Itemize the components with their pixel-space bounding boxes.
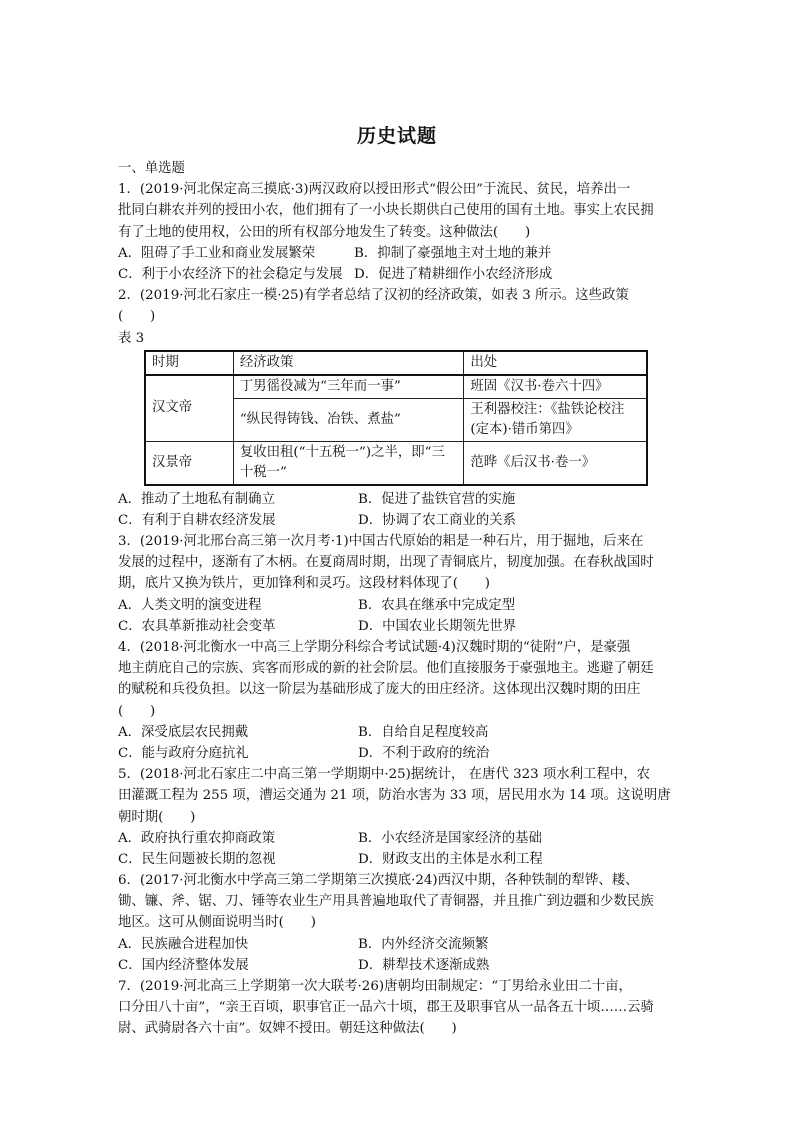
option-row <box>118 743 678 764</box>
option-a[interactable]: A．政府执行重农抑商政策 <box>118 830 275 846</box>
option-c[interactable]: C．有利于自耕农经济发展 <box>118 512 276 528</box>
option-a[interactable]: A．民族融合进程加快 <box>118 936 249 952</box>
table-header-cell: 经济政策 <box>233 351 464 375</box>
question-list <box>118 158 678 1040</box>
question-text-line: 6．(2017·河北衡水中学高三第二学期第三次摸底·24)西汉中期，各种铁制的犁铧、耧、 <box>118 873 639 889</box>
question-1 <box>118 179 678 285</box>
option-a[interactable]: A．阻碍了手工业和商业发展繁荣 <box>118 245 316 261</box>
table-cell-source: 王利器校注：《盐铁论校注(定本)·错币第四》 <box>464 398 647 441</box>
question-text-line: 5．(2018·河北石家庄二中高三第一学期期中·25)据统计， 在唐代 323 项水利工程中，农 <box>118 767 651 783</box>
table-header-cell: 出处 <box>464 351 647 375</box>
option-row <box>118 595 678 616</box>
question-7 <box>118 976 678 1040</box>
option-row <box>118 616 678 637</box>
table-cell-policy: 丁男徭役减为“三年而一事” <box>233 375 464 399</box>
option-row <box>118 934 678 955</box>
table-cell-policy: “纵民得铸钱、冶铁、煮盐” <box>233 398 464 441</box>
question-text-line: 2．(2019·河北石家庄一模·25)有学者总结了汉初的经济政策，如表 3 所示。这些政策 <box>118 288 629 304</box>
question-text-line: 有了土地的使用权，公田的所有权部分地发生了转变。这种做法( ) <box>118 224 531 240</box>
table-caption: 表 3 <box>118 330 145 346</box>
question-text-line: 1．(2019·河北保定高三摸底·3)两汉政府以授田形式“假公田”于流民、贫民，培养出一 <box>118 182 631 198</box>
option-c[interactable]: C．民生问题被长期的忽视 <box>118 851 276 867</box>
question-text-line: ( ) <box>118 703 156 719</box>
option-d[interactable]: D．耕犁技术逐渐成熟 <box>358 957 490 973</box>
table-header-row <box>145 351 647 375</box>
option-row <box>118 510 678 531</box>
question-5 <box>118 764 678 870</box>
option-row <box>118 264 678 285</box>
section-heading: 一、单选题 <box>118 161 185 176</box>
option-b[interactable]: B．自给自足程度较高 <box>358 724 489 740</box>
option-c[interactable]: C．农具革新推动社会变革 <box>118 618 276 634</box>
option-row <box>118 243 678 264</box>
option-d[interactable]: D．协调了农工商业的关系 <box>358 512 517 528</box>
table-row <box>145 441 647 485</box>
option-c[interactable]: C．国内经济整体发展 <box>118 957 249 973</box>
option-d[interactable]: D．财政支出的主体是水利工程 <box>358 851 543 867</box>
option-row <box>118 955 678 976</box>
question-text-line: 3．(2019·河北邢台高三第一次月考·1)中国古代原始的耜是一种石片，用于掘地，后来在 <box>118 534 644 550</box>
page-title: 历史试题 <box>356 125 437 147</box>
question-text-line: 地主荫庇自己的宗族、宾客而形成的新的社会阶层。他们直接服务于豪强地主。逃避了朝廷 <box>118 661 654 677</box>
option-b[interactable]: B．农具在继承中完成定型 <box>358 597 516 613</box>
question-text-line: 7．(2019·河北高三上学期第一次大联考·26)唐朝均田制规定：“丁男给永业田二十亩， <box>118 979 632 994</box>
question-text-line: 地区。这可从侧面说明当时( ) <box>118 915 316 931</box>
table-cell-source: 范晔《后汉书·卷一》 <box>464 441 647 485</box>
question-4 <box>118 637 678 764</box>
policy-table <box>144 350 648 486</box>
option-row <box>118 722 678 743</box>
question-text-line: 期，底片又换为铁片，更加锋利和灵巧。这段材料体现了( ) <box>118 576 490 592</box>
option-b[interactable]: B．抑制了豪强地主对土地的兼并 <box>354 245 552 261</box>
table-cell-policy: 复收田租(“十五税一”)之半，即“三十税一” <box>233 441 464 485</box>
option-a[interactable]: A．人类文明的演变进程 <box>118 597 262 613</box>
question-3 <box>118 531 678 637</box>
table-row <box>145 375 647 399</box>
question-text-line: 发展的过程中，逐渐有了木柄。在夏商周时期，出现了青铜底片，韧度加强。在春秋战国时 <box>118 555 654 571</box>
question-text-line: 尉、武骑尉各六十亩”。奴婢不授田。朝廷这种做法( ) <box>118 1021 457 1037</box>
table-cell-source: 班固《汉书·卷六十四》 <box>464 375 647 399</box>
question-text-line: 的赋税和兵役负担。以这一阶层为基础形成了庞大的田庄经济。这体现出汉魏时期的田庄 <box>118 682 641 698</box>
question-text-line: 锄、镰、斧、锯、刀、锤等农业生产用具普遍地取代了青铜器，并且推广到边疆和少数民族 <box>118 894 654 910</box>
question-text-line: 朝时期( ) <box>118 809 196 825</box>
option-a[interactable]: A．深受底层农民拥戴 <box>118 724 249 740</box>
question-6 <box>118 870 678 976</box>
option-b[interactable]: B．促进了盐铁官营的实施 <box>358 491 516 507</box>
option-row <box>118 828 678 849</box>
option-b[interactable]: B．小农经济是国家经济的基础 <box>358 830 542 846</box>
question-text-line: 4．(2018·河北衡水一中高三上学期分科综合考试试题·4)汉魏时期的“徒附”户，是豪强 <box>118 640 631 655</box>
table-cell-period: 汉景帝 <box>145 441 233 485</box>
option-row <box>118 849 678 870</box>
question-2 <box>118 285 678 531</box>
table-cell-period: 汉文帝 <box>145 375 233 442</box>
option-row <box>118 489 678 510</box>
question-text-line: 口分田八十亩”，“亲王百顷，职事官正一品六十顷，郡王及职事官从一品各五十顷……云骑 <box>118 1000 654 1016</box>
option-d[interactable]: D．促进了精耕细作小农经济形成 <box>354 266 553 282</box>
option-d[interactable]: D．不利于政府的统治 <box>358 745 490 761</box>
option-c[interactable]: C．能与政府分庭抗礼 <box>118 745 249 761</box>
option-a[interactable]: A．推动了土地私有制确立 <box>118 491 275 507</box>
question-text-line: 田灌溉工程为 255 项，漕运交通为 21 项，防治水害为 33 项，居民用水为 14 项。这说明唐 <box>118 788 671 804</box>
option-d[interactable]: D．中国农业长期领先世界 <box>358 618 517 634</box>
option-c[interactable]: C．利于小农经济下的社会稳定与发展 <box>118 266 343 282</box>
question-text-line: 批同白耕农并列的授田小农，他们拥有了一小块长期供白己使用的国有土地。事实上农民拥 <box>118 203 654 219</box>
table-header-cell: 时期 <box>145 351 233 375</box>
question-text-line: ( ) <box>118 309 156 325</box>
option-b[interactable]: B．内外经济交流频繁 <box>358 936 489 952</box>
